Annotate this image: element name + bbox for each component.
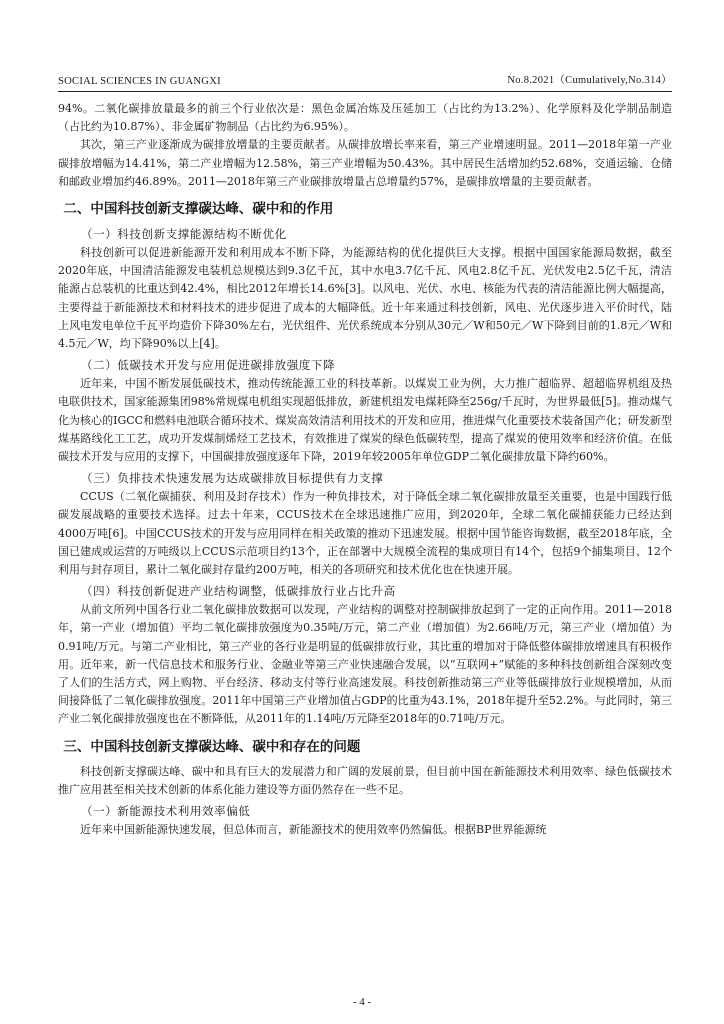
paragraph: 从前文所列中国各行业二氧化碳排放数据可以发现，产业结构的调整对控制碳排放起到了一定的正向作用。2011—2018年，第一产业（增加值）平均二氧化碳排放强度为0.35吨/万元，第二产业（增加值）为2.66吨/万元，第三产业（增加值）为0.91吨/万元。与第二产业相比，第三产业的各行业是明显的低碳排放行业，其比重的增加对于降低整体碳排放增速具有积极作用。近年来，新一代信息技术和服务行业、金融业等第三产业快速融合发展，以“互联网+”赋能的多种科技创新组合深刻改变了人们的生活方式，网上购物、平台经济、移动支付等行业高速发展。科技创新推动第三产业等低碳排放行业规模增加，从而间接降低了二氧化碳排放强度。2011年中国第三产业增加值占GDP的比重为43.1%，2018年提升至52.2%。与此同时，第三产业二氧化碳排放强度也在不断降低，从2011年的1.14吨/万元降至2018年的0.71吨/万元。 [58,603,672,726]
paragraph: 科技创新支撑碳达峰、碳中和具有巨大的发展潜力和广阔的发展前景，但目前中国在新能源技术利用效率、绿色低碳技术推广应用甚至相关技术创新的体系化能力建设等方面仍然存在一些不足。 [58,764,672,796]
journal-name: SOCIAL SCIENCES IN GUANGXI [58,76,221,87]
subsection-heading: （三）负排技术快速发展为达成碳排放目标提供有力支撑 [81,471,384,486]
section-heading: 二、中国科技创新支撑碳达峰、碳中和的作用 [63,201,334,218]
paragraph: 94%。二氧化碳排放量最多的前三个行业依次是：黑色金属冶炼及压延加工（占比约为13.2%）、化学原料及化学制品制造（占比约为10.87%）、非金属矿物制品（占比约为6.95%）。 [58,102,672,134]
subsection-heading: （一）新能源技术利用效率偏低 [81,804,251,819]
article-body [58,100,672,839]
page-number: - 4 - [352,996,372,1008]
section-heading: 三、中国科技创新支撑碳达峰、碳中和存在的问题 [63,738,361,755]
paragraph: 近年来，中国不断发展低碳技术，推动传统能源工业的科技革新。以煤炭工业为例，大力推广超临界、超超临界机组及热电联供技术，国家能源集团98%常规煤电机组实现超低排放，新建机组发电煤耗降至256g/千瓦时，为世界最低[5]。推动煤气化为核心的IGCC和燃料电池联合循环技术、煤炭高效清洁利用技术的开发和应用，推进煤气化重要技术装备国产化；研发新型煤基路线化工工艺，成功开发煤制烯烃工艺技术，有效推进了煤炭的绿色低碳转型，提高了煤炭的使用效率和经济价值。在低碳技术开发与应用的支撑下，中国碳排放强度逐年下降，2019年较2005年单位GDP二氧化碳排放量下降约60%。 [58,377,672,464]
page [58,72,672,839]
paragraph: 其次，第三产业逐渐成为碳排放增量的主要贡献者。从碳排放增长率来看，第三产业增速明显。2011—2018年第一产业碳排放增幅为14.41%，第二产业增幅为12.58%，第三产业增幅为50.43%。其中居民生活增加约52.68%，交通运输、仓储和邮政业增加约46.89%。2011—2018年第三产业碳排放增量占总增量约57%，是碳排放增量的主要贡献者。 [58,138,672,188]
running-head [58,72,672,92]
paragraph: 近年来中国新能源快速发展，但总体而言，新能源技术的使用效率仍然偏低。根据BP世界能源统 [80,823,547,837]
subsection-heading: （二）低碳技术开发与应用促进碳排放强度下降 [81,358,336,373]
issue-info: No.8.2021（Cumulatively,No.314） [507,75,672,86]
paragraph: CCUS（二氧化碳捕获、利用及封存技术）作为一种负排技术，对于降低全球二氧化碳排放量至关重要，也是中国践行低碳发展战略的重要技术选择。过去十年来，CCUS技术在全球迅速推广应用，到2020年，全球二氧化碳捕获能力已经达到4000万吨[6]。中国CCUS技术的开发与应用同样在相关政策的推动下迅速发展。根据中国节能咨询数据，截至2018年底，全国已建成或运营的万吨级以上CCUS示范项目约13个，正在部署中大规模全流程的集成项目有14个，包括9个捕集项目、12个利用与封存项目，累计二氧化碳封存量约200万吨，相关的各项研究和技术优化也在快速开展。 [58,490,672,577]
subsection-heading: （四）科技创新促进产业结构调整，低碳排放行业占比升高 [81,584,396,599]
subsection-heading: （一）科技创新支撑能源结构不断优化 [81,227,287,242]
paragraph: 科技创新可以促进新能源开发和利用成本不断下降，为能源结构的优化提供巨大支撑。根据中国国家能源局数据，截至2020年底，中国清洁能源发电装机总规模达到9.3亿千瓦，其中水电3.7亿千瓦、风电2.8亿千瓦、光伏发电2.5亿千瓦，清洁能源占总装机的比重达到42.4%，相比2012年增长14.6%[3]。以风电、光伏、水电、核能为代表的清洁能源比例大幅提高，主要得益于新能源技术和材料技术的进步促进了成本的大幅降低。近十年来通过科技创新，风电、光伏逐步进入平价时代，陆上风电发电单位千瓦平均造价下降30%左右，光伏组件、光伏系统成本分别从30元／W和50元／W下降到目前的1.8元／W和4.5元／W，均下降90%以上[4]。 [58,246,672,351]
